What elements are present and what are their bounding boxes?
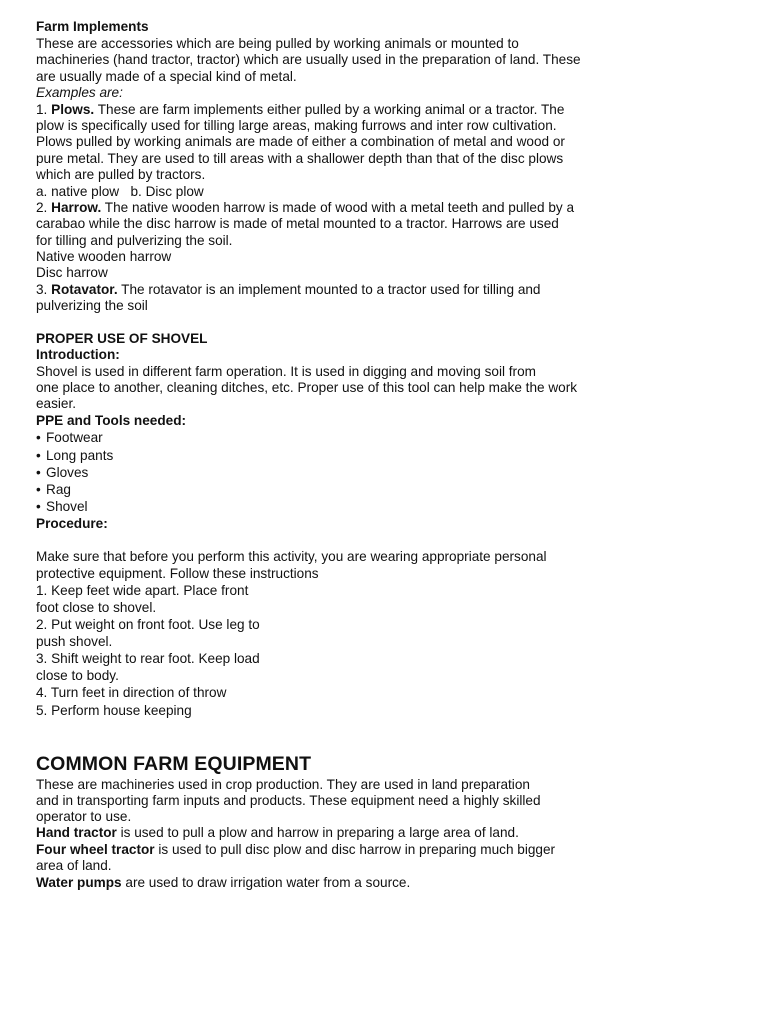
equipment-intro-line-1: These are machineries used in crop production. They are used in land preparation	[36, 777, 530, 792]
harrow-number: 2.	[36, 200, 52, 215]
four-wheel-tractor-line-2: area of land.	[36, 858, 112, 873]
procedure-intro-line-2: protective equipment. Follow these instructions	[36, 566, 319, 581]
bullet-icon: •	[36, 465, 41, 480]
plows-number: 1.	[36, 102, 52, 117]
implements-intro-line-3: are usually made of a special kind of metal.	[36, 69, 297, 84]
water-pumps-text: are used to draw irrigation water from a source.	[121, 875, 411, 890]
harrow-text-1: The native wooden harrow is made of wood with a metal teeth and pulled by a	[101, 200, 575, 215]
plows-line-3: Plows pulled by working animals are made of either a combination of metal and wood or	[36, 134, 565, 149]
procedure-step-line: foot close to shovel.	[36, 600, 157, 615]
procedure-step-line: push shovel.	[36, 634, 113, 649]
rotavator-number: 3.	[36, 282, 52, 297]
implements-intro-line-2: machineries (hand tractor, tractor) which are usually used in the preparation of land. These	[36, 52, 581, 67]
rotavator-term: Rotavator.	[51, 282, 118, 297]
section-title-farm-implements: Farm Implements	[36, 19, 149, 34]
ppe-item-label: Gloves	[46, 465, 89, 480]
bullet-icon: •	[36, 430, 41, 445]
harrow-term: Harrow.	[51, 200, 102, 215]
ppe-label: PPE and Tools needed:	[36, 413, 187, 428]
rotavator-text-1: The rotavator is an implement mounted to a tractor used for tilling and	[117, 282, 541, 297]
bullet-icon: •	[36, 482, 41, 497]
bullet-icon: •	[36, 499, 41, 514]
equipment-intro-line-2: and in transporting farm inputs and products. These equipment need a highly skilled	[36, 793, 541, 808]
procedure-step-line: 2. Put weight on front foot. Use leg to	[36, 617, 260, 632]
ppe-item	[36, 448, 113, 464]
rotavator-line-2: pulverizing the soil	[36, 298, 148, 313]
plows-term: Plows.	[51, 102, 95, 117]
harrow-type-native: Native wooden harrow	[36, 249, 172, 264]
procedure-step-line: 5. Perform house keeping	[36, 703, 192, 718]
ppe-item-label: Shovel	[46, 499, 88, 514]
procedure-intro-line-1: Make sure that before you perform this activity, you are wearing appropriate personal	[36, 549, 547, 564]
procedure-label: Procedure:	[36, 516, 108, 531]
hand-tractor-line	[36, 825, 519, 841]
hand-tractor-text: is used to pull a plow and harrow in preparing a large area of land.	[116, 825, 519, 840]
examples-label: Examples are:	[36, 85, 123, 100]
plows-line-5: which are pulled by tractors.	[36, 167, 206, 182]
plows-line-2: plow is specifically used for tilling large areas, making furrows and inter row cultivation.	[36, 118, 557, 133]
harrow-line-1	[36, 200, 574, 216]
ppe-item	[36, 499, 88, 515]
hand-tractor-term: Hand tractor	[36, 825, 117, 840]
harrow-line-3: for tilling and pulverizing the soil.	[36, 233, 233, 248]
plow-types: a. native plow b. Disc plow	[36, 184, 204, 199]
ppe-item-label: Long pants	[46, 448, 114, 463]
equipment-intro-line-3: operator to use.	[36, 809, 132, 824]
ppe-item	[36, 465, 88, 481]
four-wheel-tractor-term: Four wheel tractor	[36, 842, 155, 857]
bullet-icon: •	[36, 448, 41, 463]
plows-line-4: pure metal. They are used to till areas with a shallower depth than that of the disc plows	[36, 151, 564, 166]
procedure-step-line: 4. Turn feet in direction of throw	[36, 685, 227, 700]
harrow-type-disc: Disc harrow	[36, 265, 108, 280]
four-wheel-tractor-text: is used to pull disc plow and disc harrow in preparing much bigger	[154, 842, 556, 857]
procedure-step-line: 3. Shift weight to rear foot. Keep load	[36, 651, 260, 666]
rotavator-line-1	[36, 282, 541, 298]
procedure-step-line: 1. Keep feet wide apart. Place front	[36, 583, 249, 598]
ppe-item-label: Footwear	[46, 430, 103, 445]
procedure-step-line: close to body.	[36, 668, 119, 683]
harrow-line-2: carabao while the disc harrow is made of metal mounted to a tractor. Harrows are used	[36, 216, 559, 231]
ppe-item	[36, 482, 71, 498]
shovel-intro-label: Introduction:	[36, 347, 120, 362]
ppe-item	[36, 430, 103, 446]
plows-line-1	[36, 102, 564, 118]
section-title-equipment: COMMON FARM EQUIPMENT	[36, 753, 312, 775]
water-pumps-term: Water pumps	[36, 875, 122, 890]
shovel-intro-line-3: easier.	[36, 396, 77, 411]
shovel-intro-line-1: Shovel is used in different farm operation. It is used in digging and moving soil from	[36, 364, 536, 379]
water-pumps-line	[36, 875, 410, 891]
four-wheel-tractor-line	[36, 842, 555, 858]
shovel-intro-line-2: one place to another, cleaning ditches, etc. Proper use of this tool can help make the work	[36, 380, 578, 395]
ppe-item-label: Rag	[46, 482, 71, 497]
plows-text-1: These are farm implements either pulled by a working animal or a tractor. The	[94, 102, 565, 117]
section-title-shovel: PROPER USE OF SHOVEL	[36, 331, 208, 346]
implements-intro-line-1: These are accessories which are being pulled by working animals or mounted to	[36, 36, 519, 51]
